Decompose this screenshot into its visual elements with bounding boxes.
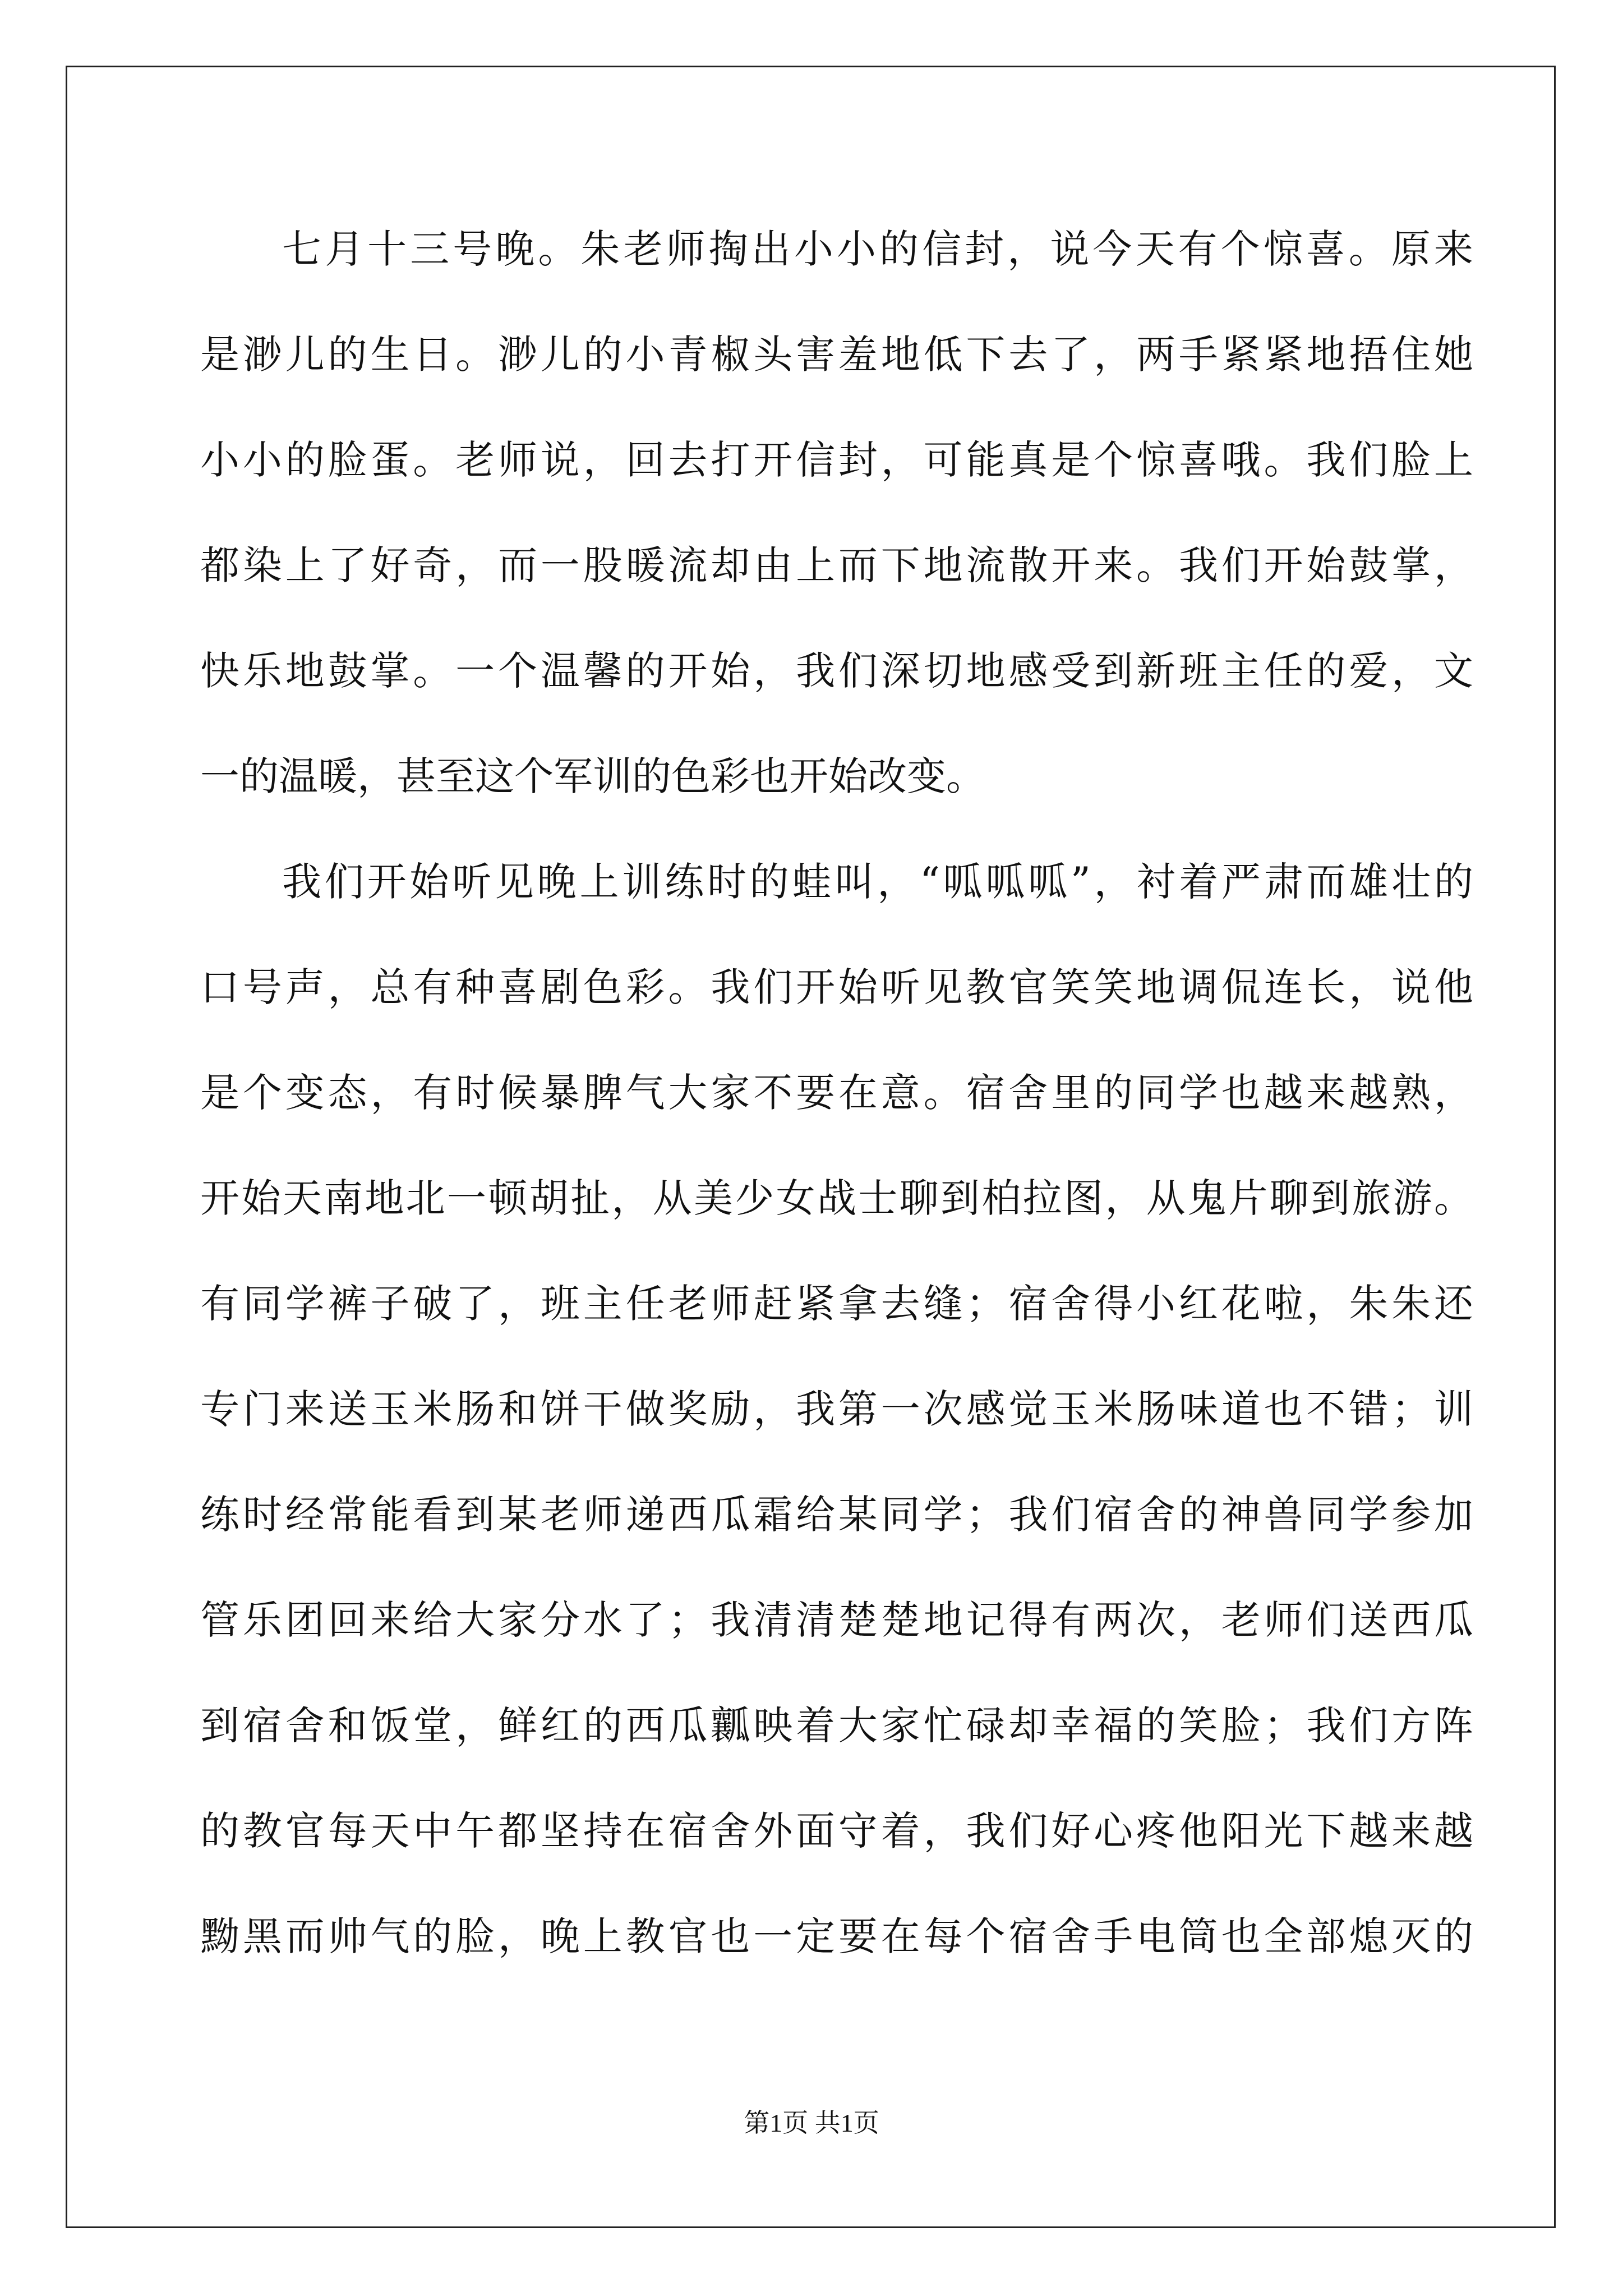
- paragraph-line: 黝黑而帅气的脸，晚上教官也一定要在每个宿舍手电筒也全部熄灭的: [200, 1913, 1473, 1959]
- paragraph-line: 是渺儿的生日。渺儿的小青椒头害羞地低下去了，两手紧紧地捂住她: [200, 332, 1473, 378]
- page-border: [66, 66, 1556, 2228]
- paragraph-line: 专门来送玉米肠和饼干做奖励，我第一次感觉玉米肠味道也不错；训: [200, 1386, 1473, 1432]
- paragraph-line: 一的温暖，甚至这个军训的色彩也开始改变。: [200, 753, 985, 799]
- paragraph-line: 都染上了好奇，而一股暖流却由上而下地流散开来。我们开始鼓掌，: [200, 542, 1473, 588]
- paragraph-line: 快乐地鼓掌。一个温馨的开始，我们深切地感受到新班主任的爱，文: [200, 648, 1473, 694]
- paragraph-line: 开始天南地北一顿胡扯，从美少女战士聊到柏拉图，从鬼片聊到旅游。: [200, 1175, 1473, 1221]
- paragraph-line: 有同学裤子破了，班主任老师赶紧拿去缝；宿舍得小红花啦，朱朱还: [200, 1281, 1473, 1327]
- paragraph-line: 七月十三号晚。朱老师掏出小小的信封，说今天有个惊喜。原来: [282, 226, 1473, 272]
- paragraph-line: 练时经常能看到某老师递西瓜霜给某同学；我们宿舍的神兽同学参加: [200, 1492, 1473, 1538]
- paragraph-line: 管乐团回来给大家分水了；我清清楚楚地记得有两次，老师们送西瓜: [200, 1597, 1473, 1643]
- paragraph-line: 到宿舍和饭堂，鲜红的西瓜瓤映着大家忙碌却幸福的笑脸；我们方阵: [200, 1703, 1473, 1749]
- paragraph-line: 是个变态，有时候暴脾气大家不要在意。宿舍里的同学也越来越熟，: [200, 1070, 1473, 1116]
- paragraph-line: 我们开始听见晚上训练时的蛙叫，“呱呱呱”，衬着严肃而雄壮的: [282, 859, 1473, 905]
- paragraph-line: 的教官每天中午都坚持在宿舍外面守着，我们好心疼他阳光下越来越: [200, 1808, 1473, 1854]
- page-footer: 第1页 共1页: [744, 2109, 879, 2137]
- paragraph-line: 小小的脸蛋。老师说，回去打开信封，可能真是个惊喜哦。我们脸上: [200, 437, 1473, 483]
- paragraph-line: 口号声，总有种喜剧色彩。我们开始听见教官笑笑地调侃连长，说他: [200, 964, 1473, 1010]
